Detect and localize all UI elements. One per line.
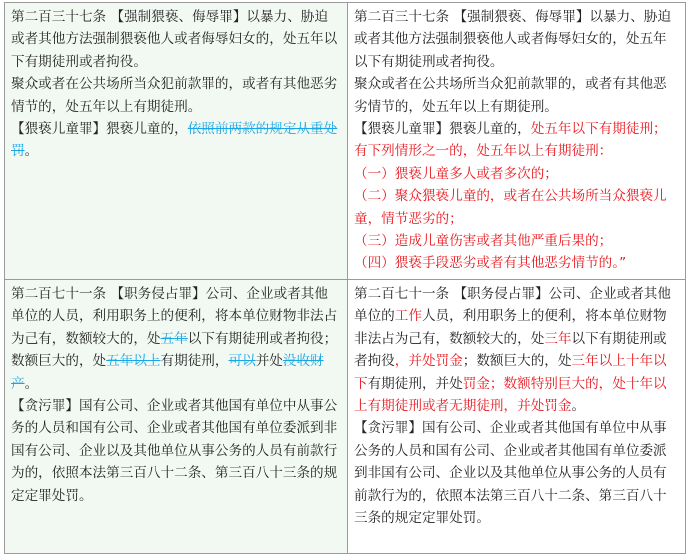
added-text: ，并处罚金: [394, 353, 463, 370]
deleted-text: 可以: [228, 353, 256, 370]
paragraph: 第二百三十七条 【强制猥亵、侮辱罪】以暴力、胁迫或者其他方法强制猥亵他人或者侮辱妇女的，处五年以下有期徒刑或者拘役。: [11, 9, 338, 70]
deleted-text: 五年以上: [106, 353, 161, 370]
comparison-table: [4, 2, 686, 554]
cell-new-article-237: [348, 3, 685, 280]
list-item: （三）造成儿童伤害或者其他严重后果的；: [354, 233, 613, 250]
added-text: 工作: [394, 308, 422, 325]
text-run: 有期徒刑，并处: [367, 375, 463, 392]
list-item: （二）聚众猥亵儿童的，或者在公共场所当众猥亵儿童，情节恶劣的；: [354, 188, 667, 227]
paragraph: 第二百三十七条 【强制猥亵、侮辱罪】以暴力、胁迫或者其他方法强制猥亵他人或者侮辱妇女的，处五年以下有期徒刑或者拘役。: [354, 9, 671, 70]
paragraph: [354, 283, 679, 417]
deleted-text: 没收财产: [11, 353, 324, 392]
added-text: 三年: [544, 330, 572, 347]
paragraph: 【贪污罪】国有公司、企业或者其他国有单位中从事公务的人员和国有公司、企业或者其他国有单位委派到非国有公司、企业以及其他单位从事公务的人员有前款行为的，依照本法第三百八十二条、第三百八十三条的规定定罪处罚。: [354, 420, 667, 527]
text-run: 【猥亵儿童罪】猥亵儿童的，: [11, 121, 188, 138]
text-run: 以下有期徒刑或者拘役；数额巨大的，处: [11, 330, 338, 370]
paragraph: [354, 118, 679, 163]
list-item: （一）猥亵儿童多人或者多次的；: [354, 165, 558, 182]
cell-old-article-271: [5, 280, 348, 553]
text-run: 有期徒刑，: [160, 353, 229, 370]
text-run: 。: [24, 143, 39, 160]
text-run: 。: [24, 375, 39, 392]
added-text: 处五年以下有期徒刑；有下列情形之一的，处五年以上有期徒刑：: [354, 121, 667, 160]
text-run: 。: [571, 398, 586, 415]
text-run: 以下有期徒刑或者拘役: [354, 330, 667, 370]
deleted-text: 依照前两款的规定从重处罚: [11, 121, 338, 160]
added-text: 罚金；数额特别巨大的，处十年以上有期徒刑或者无期徒刑，并处罚金: [354, 375, 667, 415]
paragraph: [11, 283, 341, 395]
paragraph: 聚众或者在公共场所当众犯前款罪的，或者有其他恶劣情节的，处五年以上有期徒刑。: [11, 76, 338, 115]
added-text: 三年以上十年以下: [354, 353, 667, 392]
text-run: 第二百七十一条 【职务侵占罪】公司、企业或者其他单位的: [354, 286, 671, 325]
paragraph: 【贪污罪】国有公司、企业或者其他国有单位中从事公务的人员和国有公司、企业或者其他国有单位委派到非国有公司、企业以及其他单位从事公务的人员有前款行为的，依照本法第三百八十二条、第三百八十三条的规定定罪处罚。: [11, 398, 338, 504]
cell-new-article-271: [348, 280, 685, 553]
text-run: 并处: [255, 353, 283, 370]
text-run: 第二百七十一条 【职务侵占罪】公司、企业或者其他单位的人员，利用职务上的便利，将本单位财物非法占为己有，数额较大的，处: [11, 286, 338, 347]
deleted-text: 五年: [160, 330, 188, 347]
paragraph: [11, 118, 341, 163]
paragraph: 聚众或者在公共场所当众犯前款罪的，或者有其他恶劣情节的，处五年以上有期徒刑。: [354, 76, 667, 115]
list-item: （四）猥亵手段恶劣或者有其他恶劣情节的。”: [354, 255, 627, 272]
cell-old-article-237: [5, 3, 348, 280]
text-run: 【猥亵儿童罪】猥亵儿童的，: [354, 121, 531, 138]
text-run: 人员，利用职务上的便利，将本单位财物非法占为己有，数额较大的，处: [354, 308, 667, 347]
text-run: ；数额巨大的，处: [462, 353, 572, 370]
